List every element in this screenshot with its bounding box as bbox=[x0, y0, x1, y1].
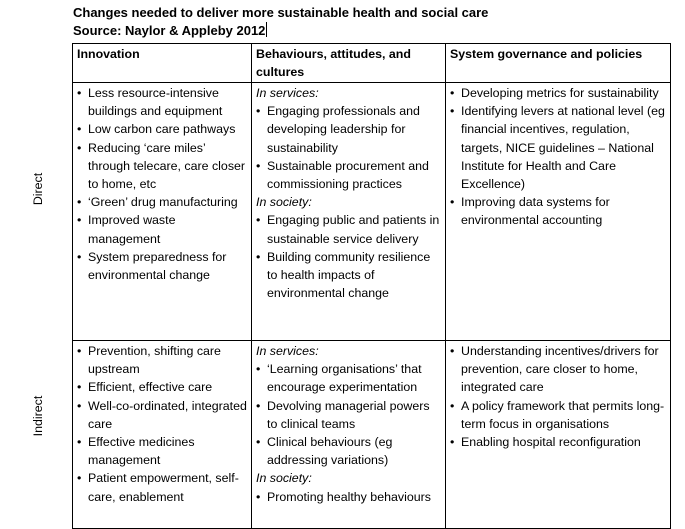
list-item: • Promoting healthy behaviours bbox=[256, 488, 442, 506]
list-item: • Developing metrics for sustainability bbox=[450, 84, 667, 102]
table-header-row bbox=[73, 44, 671, 83]
row-label-direct: Direct bbox=[31, 172, 45, 206]
text-cursor bbox=[266, 22, 267, 37]
subheading-in-services: In services: bbox=[256, 86, 319, 100]
list-item: • A policy framework that permits long-term focus in organisations bbox=[450, 397, 667, 433]
table-row-indirect bbox=[73, 341, 671, 529]
cell-direct-governance bbox=[446, 83, 671, 341]
list-item: • Improving data systems for environmental accounting bbox=[450, 193, 667, 229]
bullet-list bbox=[450, 84, 667, 230]
list-item: • Building community resilience to health impacts of environmental change bbox=[256, 248, 442, 303]
list-item: • Low carbon care pathways bbox=[77, 120, 248, 138]
list-item: • Enabling hospital reconfiguration bbox=[450, 433, 667, 451]
source-line[interactable] bbox=[73, 22, 267, 40]
list-item: • Identifying levers at national level (eg financial incentives, regulation, targets, NICE guidelines – National Institute for Health and Care Excellence) bbox=[450, 102, 667, 193]
cell-direct-innovation bbox=[73, 83, 252, 341]
bullet-list bbox=[256, 211, 442, 302]
list-item: • ‘Green’ drug manufacturing bbox=[77, 193, 248, 211]
bullet-list bbox=[256, 360, 442, 469]
list-item: • Prevention, shifting care upstream bbox=[77, 342, 248, 378]
list-item: • Clinical behaviours (eg addressing variations) bbox=[256, 433, 442, 469]
cell-direct-behaviours bbox=[252, 83, 446, 341]
list-item: • Patient empowerment, self-care, enablement bbox=[77, 469, 248, 505]
bullet-list bbox=[77, 342, 248, 506]
list-item: • Devolving managerial powers to clinical teams bbox=[256, 397, 442, 433]
cell-indirect-governance bbox=[446, 341, 671, 529]
list-item: • Engaging professionals and developing leadership for sustainability bbox=[256, 102, 442, 157]
column-header-innovation: Innovation bbox=[73, 44, 252, 83]
list-item: • Well-co-ordinated, integrated care bbox=[77, 397, 248, 433]
list-item: • Improved waste management bbox=[77, 211, 248, 247]
subheading-in-society: In society: bbox=[256, 471, 312, 486]
cell-indirect-behaviours bbox=[252, 341, 446, 529]
list-item: • Engaging public and patients in sustainable service delivery bbox=[256, 211, 442, 247]
bullet-list bbox=[450, 342, 667, 451]
column-header-governance: System governance and policies bbox=[446, 44, 671, 83]
list-item: • System preparedness for environmental change bbox=[77, 248, 248, 284]
subheading-in-services: In services: bbox=[256, 344, 319, 358]
document-title: Changes needed to deliver more sustainable health and social care bbox=[73, 5, 489, 20]
list-item: • Effective medicines management bbox=[77, 433, 248, 469]
row-label-indirect: Indirect bbox=[31, 395, 45, 437]
list-item: • ‘Learning organisations’ that encourage experimentation bbox=[256, 360, 442, 396]
source-text: Source: Naylor & Appleby 2012 bbox=[73, 23, 266, 38]
list-item: • Efficient, effective care bbox=[77, 378, 248, 396]
subheading-in-society: In society: bbox=[256, 195, 312, 210]
cell-indirect-innovation bbox=[73, 341, 252, 529]
table-row-direct bbox=[73, 83, 671, 341]
sustainability-table bbox=[72, 43, 671, 529]
list-item: • Understanding incentives/drivers for prevention, care closer to home, integrated care bbox=[450, 342, 667, 397]
bullet-list bbox=[256, 488, 442, 506]
column-header-behaviours: Behaviours, attitudes, and cultures bbox=[252, 44, 446, 83]
bullet-list bbox=[256, 102, 442, 193]
list-item: • Sustainable procurement and commissioning practices bbox=[256, 157, 442, 193]
list-item: • Less resource-intensive buildings and equipment bbox=[77, 84, 248, 120]
bullet-list bbox=[77, 84, 248, 284]
list-item: • Reducing ‘care miles’ through telecare, care closer to home, etc bbox=[77, 139, 248, 194]
